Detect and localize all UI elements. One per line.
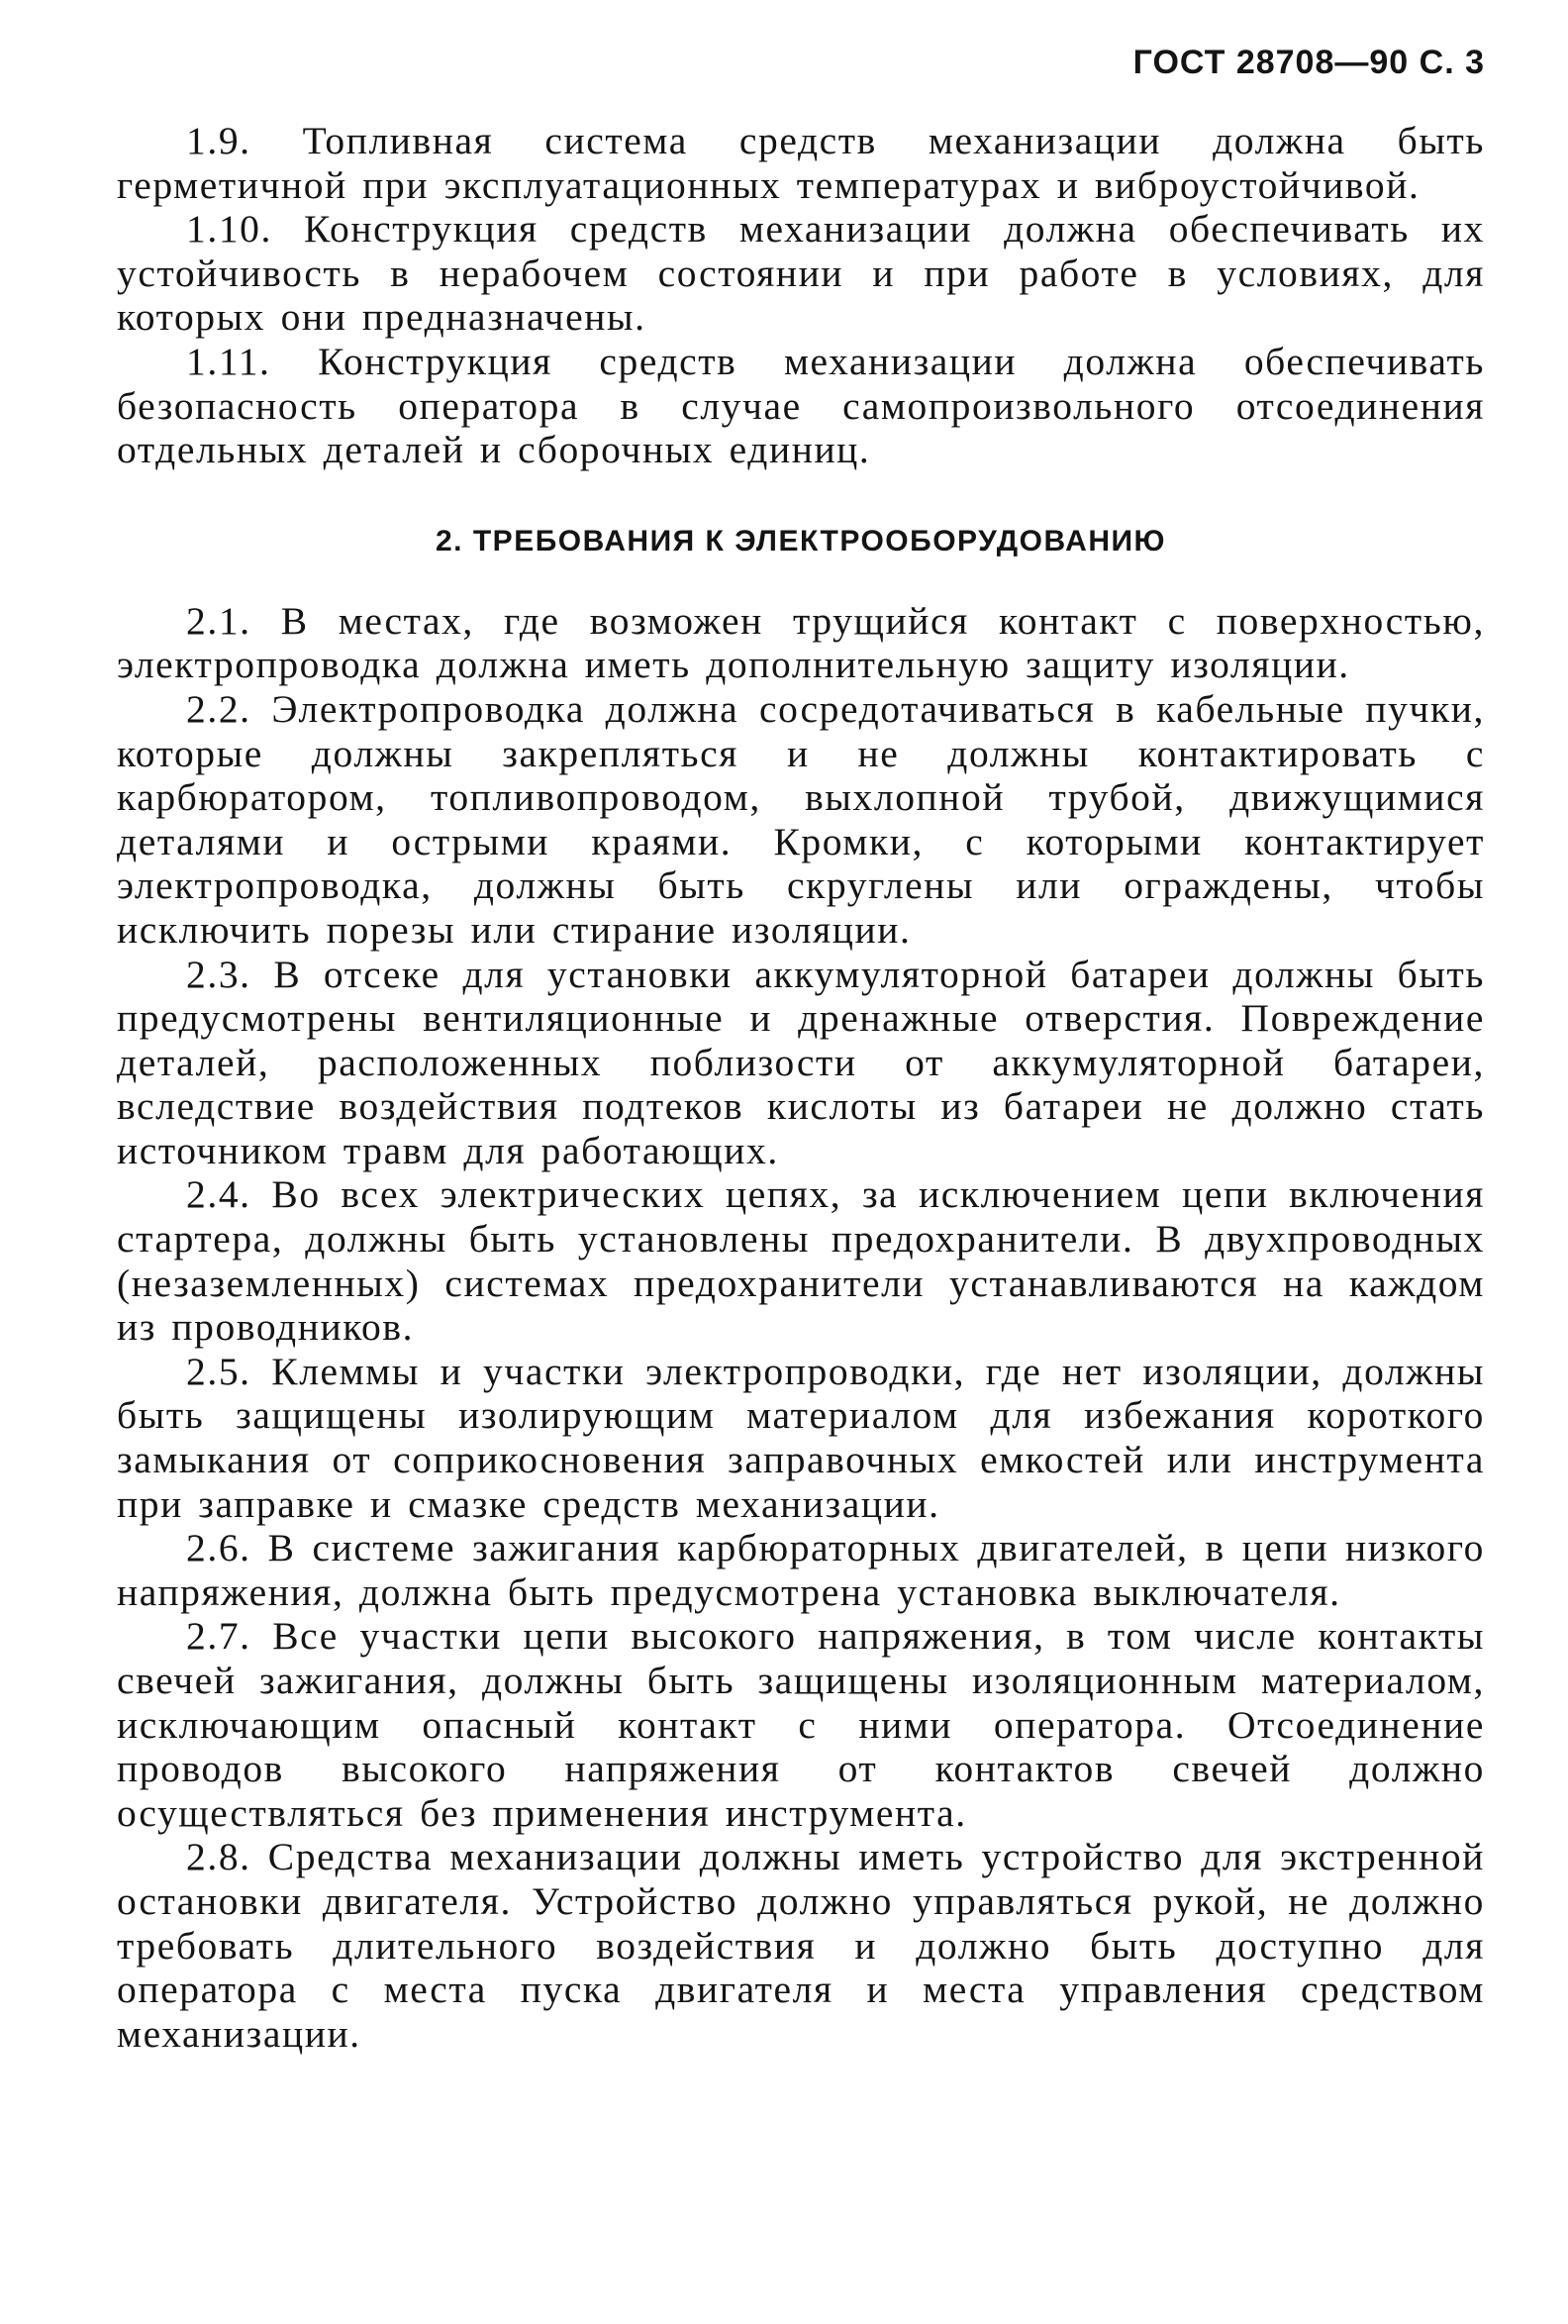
- section-1-continuation: [117, 119, 1485, 472]
- clause-1-10: 1.10. Конструкция средств механизации должна обеспечивать их устойчивость в нерабочем состоянии и при работе в условиях, для которых они предназначены.: [117, 207, 1485, 340]
- clause-2-6: 2.6. В системе зажигания карбюраторных двигателей, в цепи низкого напряжения, должна быть предусмотрена установка выключателя.: [117, 1526, 1485, 1614]
- clause-2-5: 2.5. Клеммы и участки электропроводки, где нет изоляции, должны быть защищены изолирующим материалом для избежания короткого замыкания от соприкосновения заправочных емкостей или инструмента при заправке и смазке средств механизации.: [117, 1349, 1485, 1526]
- standard-number: ГОСТ 28708—90: [1132, 44, 1410, 81]
- clause-2-8: 2.8. Средства механизации должны иметь устройство для экстренной остановки двигателя. Устройство должно управляться рукой, не должно требовать длительного воздействия и должно быть доступно для оператора с места пуска двигателя и места управления средством механизации.: [117, 1835, 1485, 2056]
- clause-1-11: 1.11. Конструкция средств механизации должна обеспечивать безопасность оператора в случае самопроизвольного отсоединения отдельных деталей и сборочных единиц.: [117, 339, 1485, 472]
- running-header: [1133, 44, 1485, 82]
- section-2-heading: 2. ТРЕБОВАНИЯ К ЭЛЕКТРООБОРУДОВАНИЮ: [436, 524, 1166, 557]
- clause-2-4: 2.4. Во всех электрических цепях, за исключением цепи включения стартера, должны быть установлены предохранители. В двухпроводных (незаземленных) системах предохранители устанавливаются на каждом из проводников.: [117, 1172, 1485, 1350]
- clause-2-7: 2.7. Все участки цепи высокого напряжения, в том числе контакты свечей зажигания, должны быть защищены изоляционным материалом, исключающим опасный контакт с ними оператора. Отсоединение проводов высокого напряжения от контактов свечей должно осуществляться без применения инструмента.: [117, 1614, 1485, 1835]
- page-number: С. 3: [1419, 44, 1485, 81]
- section-2-body: [117, 599, 1485, 2057]
- clause-1-9: 1.9. Топливная система средств механизации должна быть герметичной при эксплуатационных температурах и виброустойчивой.: [117, 119, 1485, 207]
- page-content: [117, 119, 1485, 2056]
- clause-2-1: 2.1. В местах, где возможен трущийся контакт с поверхностью, электропроводка должна иметь дополнительную защиту изоляции.: [117, 598, 1485, 687]
- clause-2-3: 2.3. В отсеке для установки аккумуляторной батареи должны быть предусмотрены вентиляционные и дренажные отверстия. Повреждение деталей, расположенных поблизости от аккумуляторной батареи, вследствие воздействия подтеков кислоты из батареи не должно стать источником травм для работающих.: [117, 952, 1485, 1172]
- clause-2-2: 2.2. Электропроводка должна сосредотачиваться в кабельные пучки, которые должны закрепляться и не должны контактировать с карбюратором, топливопроводом, выхлопной трубой, движущимися деталями и острыми краями. Кромки, с которыми контактирует электропроводка, должны быть скруглены или ограждены, чтобы исключить порезы или стирание изоляции.: [117, 686, 1485, 952]
